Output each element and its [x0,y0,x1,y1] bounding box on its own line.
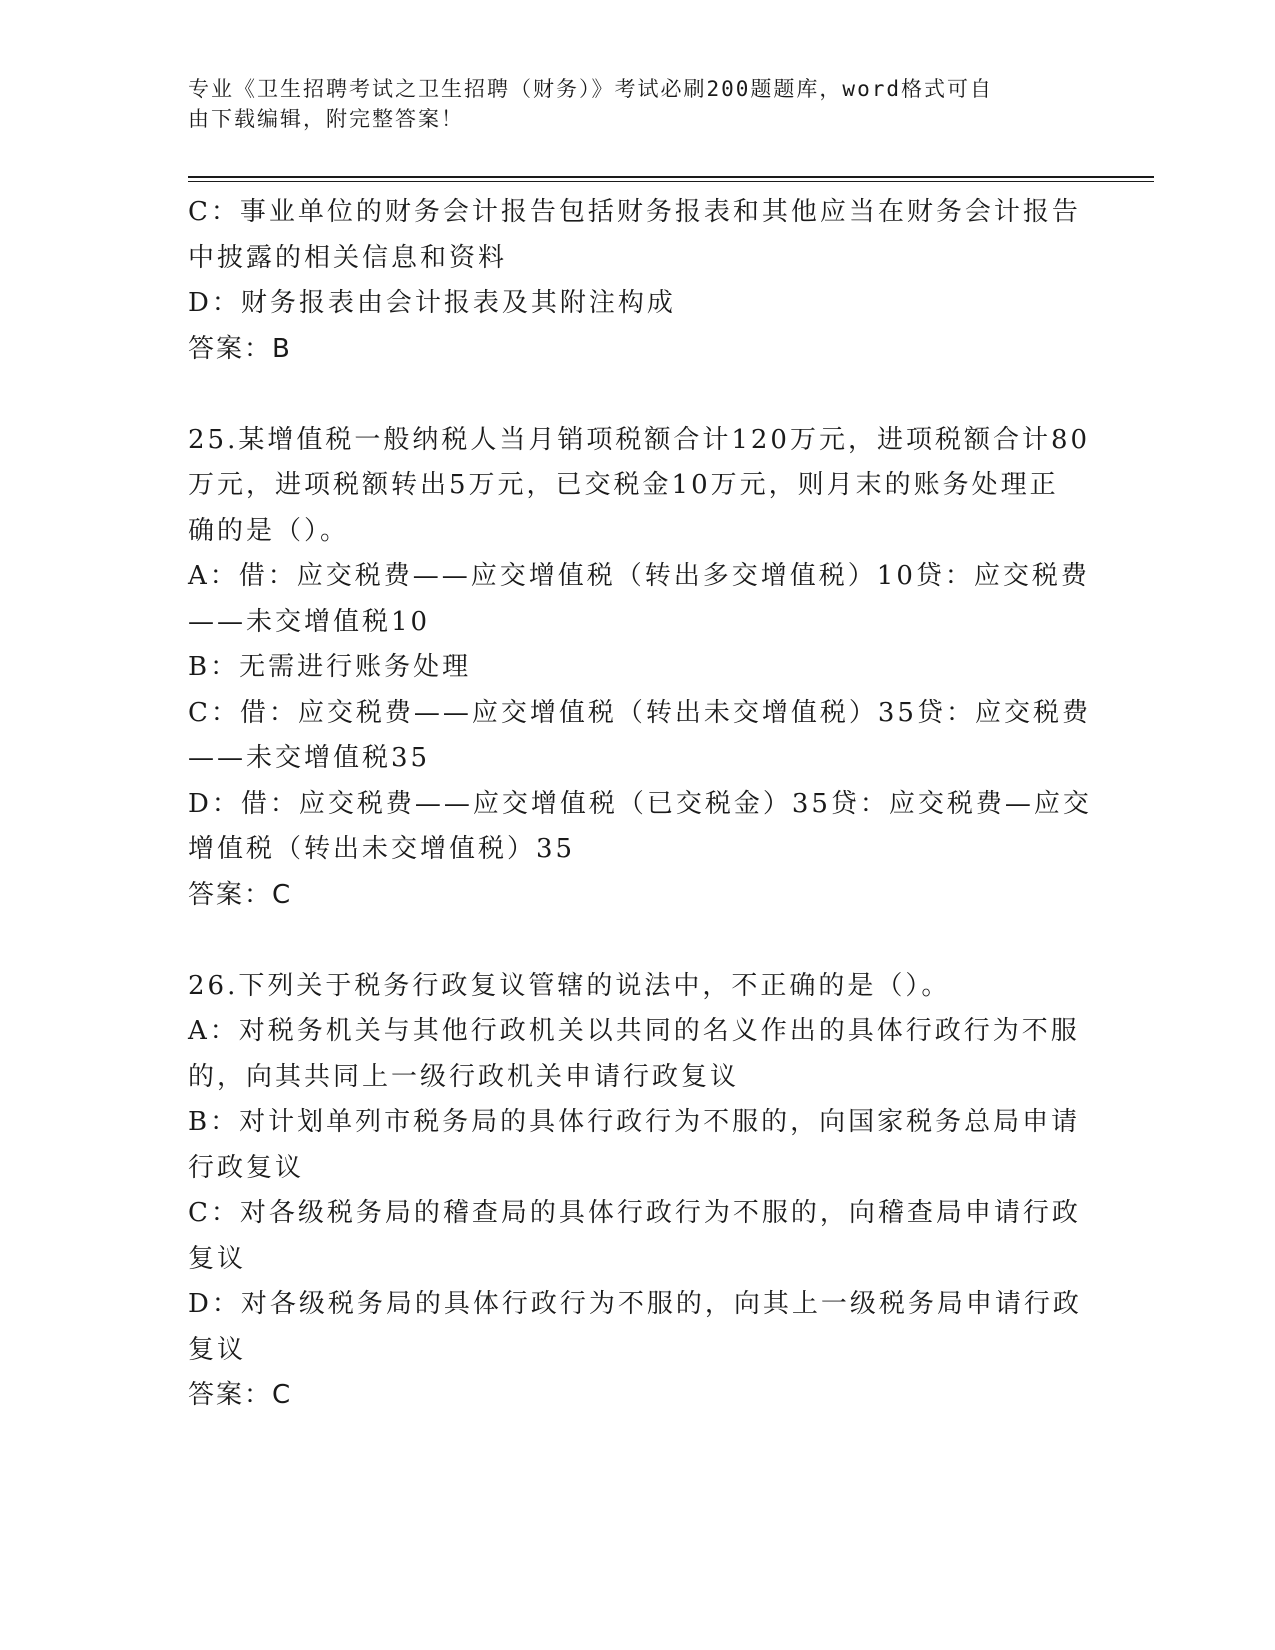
q25-option-b: B：无需进行账务处理 [188,652,472,682]
prev-option-d: D：财务报表由会计报表及其附注构成 [188,288,676,318]
q25-option-a-line-2: ——未交增值税10 [188,606,431,637]
question-25-block [188,418,1092,919]
q25-option-c-line-1: C：借：应交税费——应交增值税（转出未交增值税）35贷：应交税费 [188,697,1091,728]
q25-option-d-line-2: 增值税（转出未交增值税）35 [188,834,576,864]
header-rule-thick [188,176,1154,178]
q26-answer: 答案：C [188,1380,293,1410]
q25-option-d-line-1: D：借：应交税费——应交增值税（已交税金）35贷：应交税费—应交 [188,788,1092,819]
spacer [188,372,1088,418]
q26-option-b-line-1: B：对计划单列市税务局的具体行政行为不服的，向国家税务总局申请 [188,1107,1081,1137]
q26-option-d-line-1: D：对各级税务局的具体行政行为不服的，向其上一级税务局申请行政 [188,1289,1082,1319]
q25-answer: 答案：C [188,879,293,910]
header-rule-thin [188,181,1154,182]
question-26-block [188,964,1088,1419]
page-header [188,74,1088,134]
q26-option-b-line-2: 行政复议 [188,1152,305,1183]
prev-answer: 答案：B [188,333,292,364]
q26-stem-line-1: 26.下列关于税务行政复议管辖的说法中，不正确的是（）。 [188,970,951,1001]
q25-stem-line-3: 确的是（）。 [188,515,350,546]
q25-stem-line-1: 25.某增值税一般纳税人当月销项税额合计120万元，进项税额合计80 [188,424,1091,455]
q25-stem-line-2: 万元，进项税额转出5万元，已交税金10万元，则月末的账务处理正 [188,470,1059,500]
prev-option-c-line-1: C：事业单位的财务会计报告包括财务报表和其他应当在财务会计报告 [188,197,1081,227]
document-body [188,190,1092,1419]
prev-option-c-line-2: 中披露的相关信息和资料 [188,242,508,273]
header-line-1: 专业《卫生招聘考试之卫生招聘（财务）》考试必刷200题题库，word格式可自 [188,77,993,101]
q26-option-d-line-2: 复议 [188,1334,247,1365]
spacer [188,918,1088,964]
q26-option-c-line-1: C：对各级税务局的稽查局的具体行政行为不服的，向稽查局申请行政 [188,1198,1081,1228]
q26-option-a-line-2: 的，向其共同上一级行政机关申请行政复议 [188,1061,740,1092]
q26-option-c-line-2: 复议 [188,1243,247,1274]
q26-option-a-line-1: A：对税务机关与其他行政机关以共同的名义作出的具体行政行为不服 [188,1016,1080,1046]
q25-option-c-line-2: ——未交增值税35 [188,743,431,773]
header-line-2: 由下载编辑，附完整答案！ [188,107,464,131]
q25-option-a-line-1: A：借：应交税费——应交增值税（转出多交增值税）10贷：应交税费 [188,561,1090,591]
prev-question-block [188,190,1088,372]
